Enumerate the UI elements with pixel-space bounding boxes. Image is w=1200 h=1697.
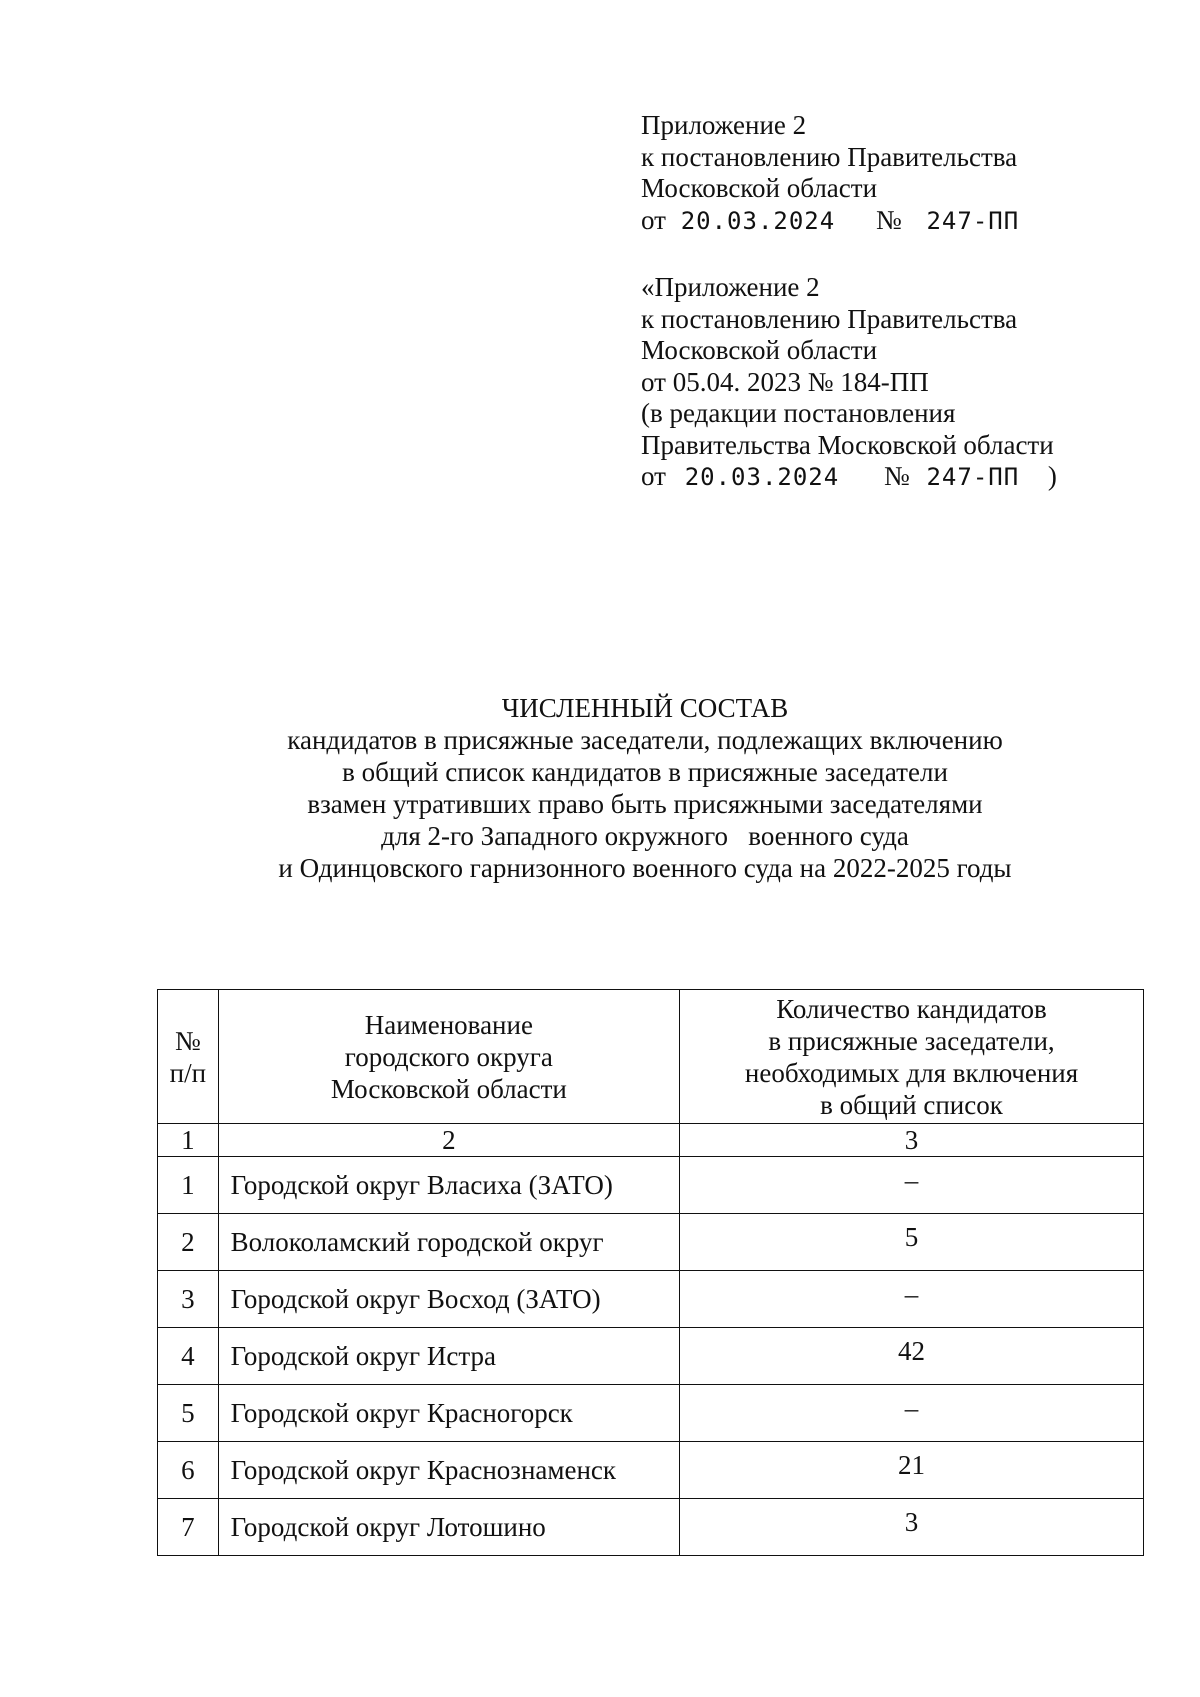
stamped-number: 247-ПП [926, 206, 1020, 235]
candidate-count: 5 [680, 1214, 1144, 1271]
table-row [158, 1442, 1144, 1499]
candidate-count: – [680, 1271, 1144, 1328]
header-text: Московской области [330, 1073, 567, 1104]
header-text: в общий список [820, 1089, 1003, 1120]
appendix-line: «Приложение 2 [641, 272, 820, 302]
title-line: взамен утративших право быть присяжными заседателями [307, 789, 983, 819]
table-header-row [158, 990, 1144, 1124]
candidate-count: – [680, 1157, 1144, 1214]
header-text: Наименование [364, 1009, 533, 1040]
appendix-date-line [641, 461, 1057, 494]
date-prefix: от [641, 204, 666, 235]
table-row [158, 1499, 1144, 1556]
header-text: городского округа [344, 1041, 553, 1072]
row-number: 2 [158, 1214, 219, 1271]
table-row [158, 1328, 1144, 1385]
appendix-line: к постановлению Правительства [641, 141, 1018, 172]
header-text: п/п [169, 1057, 207, 1088]
appendix-line: Московской области [641, 173, 878, 203]
row-number: 1 [158, 1157, 219, 1214]
district-name: Городской округ Краснознаменск [218, 1442, 679, 1499]
number-sign: № [875, 204, 902, 235]
title-line: кандидатов в присяжные заседатели, подлежащих включению [287, 725, 1003, 755]
candidate-count: 3 [680, 1499, 1144, 1556]
header-text: № [174, 1025, 201, 1056]
stamped-number: 247-ПП [926, 463, 1020, 491]
appendix-date-line [641, 205, 1019, 238]
title-line: в общий список кандидатов в присяжные заседатели [342, 757, 948, 787]
header-number [158, 990, 219, 1124]
district-name: Городской округ Истра [218, 1328, 679, 1385]
appendix-line: Приложение 2 [641, 110, 807, 140]
column-number: 2 [218, 1124, 679, 1157]
header-text: Количество кандидатов [776, 993, 1047, 1024]
table-row [158, 1214, 1144, 1271]
appendix-header [641, 110, 1019, 237]
table-row [158, 1271, 1144, 1328]
district-name: Городской округ Лотошино [218, 1499, 679, 1556]
amended-appendix-header [641, 272, 1057, 494]
appendix-line: от 05.04. 2023 № 184-ПП [641, 366, 929, 397]
number-sign: № [883, 461, 910, 491]
row-number: 4 [158, 1328, 219, 1385]
district-name: Городской округ Власиха (ЗАТО) [218, 1157, 679, 1214]
stamped-date: 20.03.2024 [684, 463, 840, 491]
row-number: 6 [158, 1442, 219, 1499]
table-row [158, 1157, 1144, 1214]
header-candidate-count [680, 990, 1144, 1124]
row-number: 3 [158, 1271, 219, 1328]
title-line: для 2-го Западного окружного военного суда [381, 821, 909, 851]
document-title [200, 692, 1090, 884]
candidate-count: 42 [680, 1328, 1144, 1385]
header-text: необходимых для включения [744, 1057, 1079, 1088]
candidate-count: 21 [680, 1442, 1144, 1499]
stamped-date: 20.03.2024 [680, 206, 836, 235]
candidate-count: – [680, 1385, 1144, 1442]
district-name: Городской округ Восход (ЗАТО) [218, 1271, 679, 1328]
header-district-name [218, 990, 679, 1124]
table-row [158, 1385, 1144, 1442]
column-number: 1 [158, 1124, 219, 1157]
title-line: и Одинцовского гарнизонного военного суда на 2022-2025 годы [278, 853, 1012, 883]
row-number: 5 [158, 1385, 219, 1442]
date-prefix: от [641, 461, 666, 491]
title-heading: ЧИСЛЕННЫЙ СОСТАВ [501, 693, 789, 723]
district-name: Волоколамский городской округ [218, 1214, 679, 1271]
appendix-line: Московской области [641, 335, 878, 365]
district-name: Городской округ Красногорск [218, 1385, 679, 1442]
appendix-line: Правительства Московской области [641, 429, 1054, 460]
closing-paren: ) [1047, 461, 1057, 491]
candidates-table [157, 989, 1144, 1556]
column-number-row [158, 1124, 1144, 1157]
header-text: в присяжные заседатели, [768, 1025, 1055, 1056]
appendix-line: (в редакции постановления [641, 398, 956, 428]
row-number: 7 [158, 1499, 219, 1556]
column-number: 3 [680, 1124, 1144, 1157]
appendix-line: к постановлению Правительства [641, 303, 1018, 334]
